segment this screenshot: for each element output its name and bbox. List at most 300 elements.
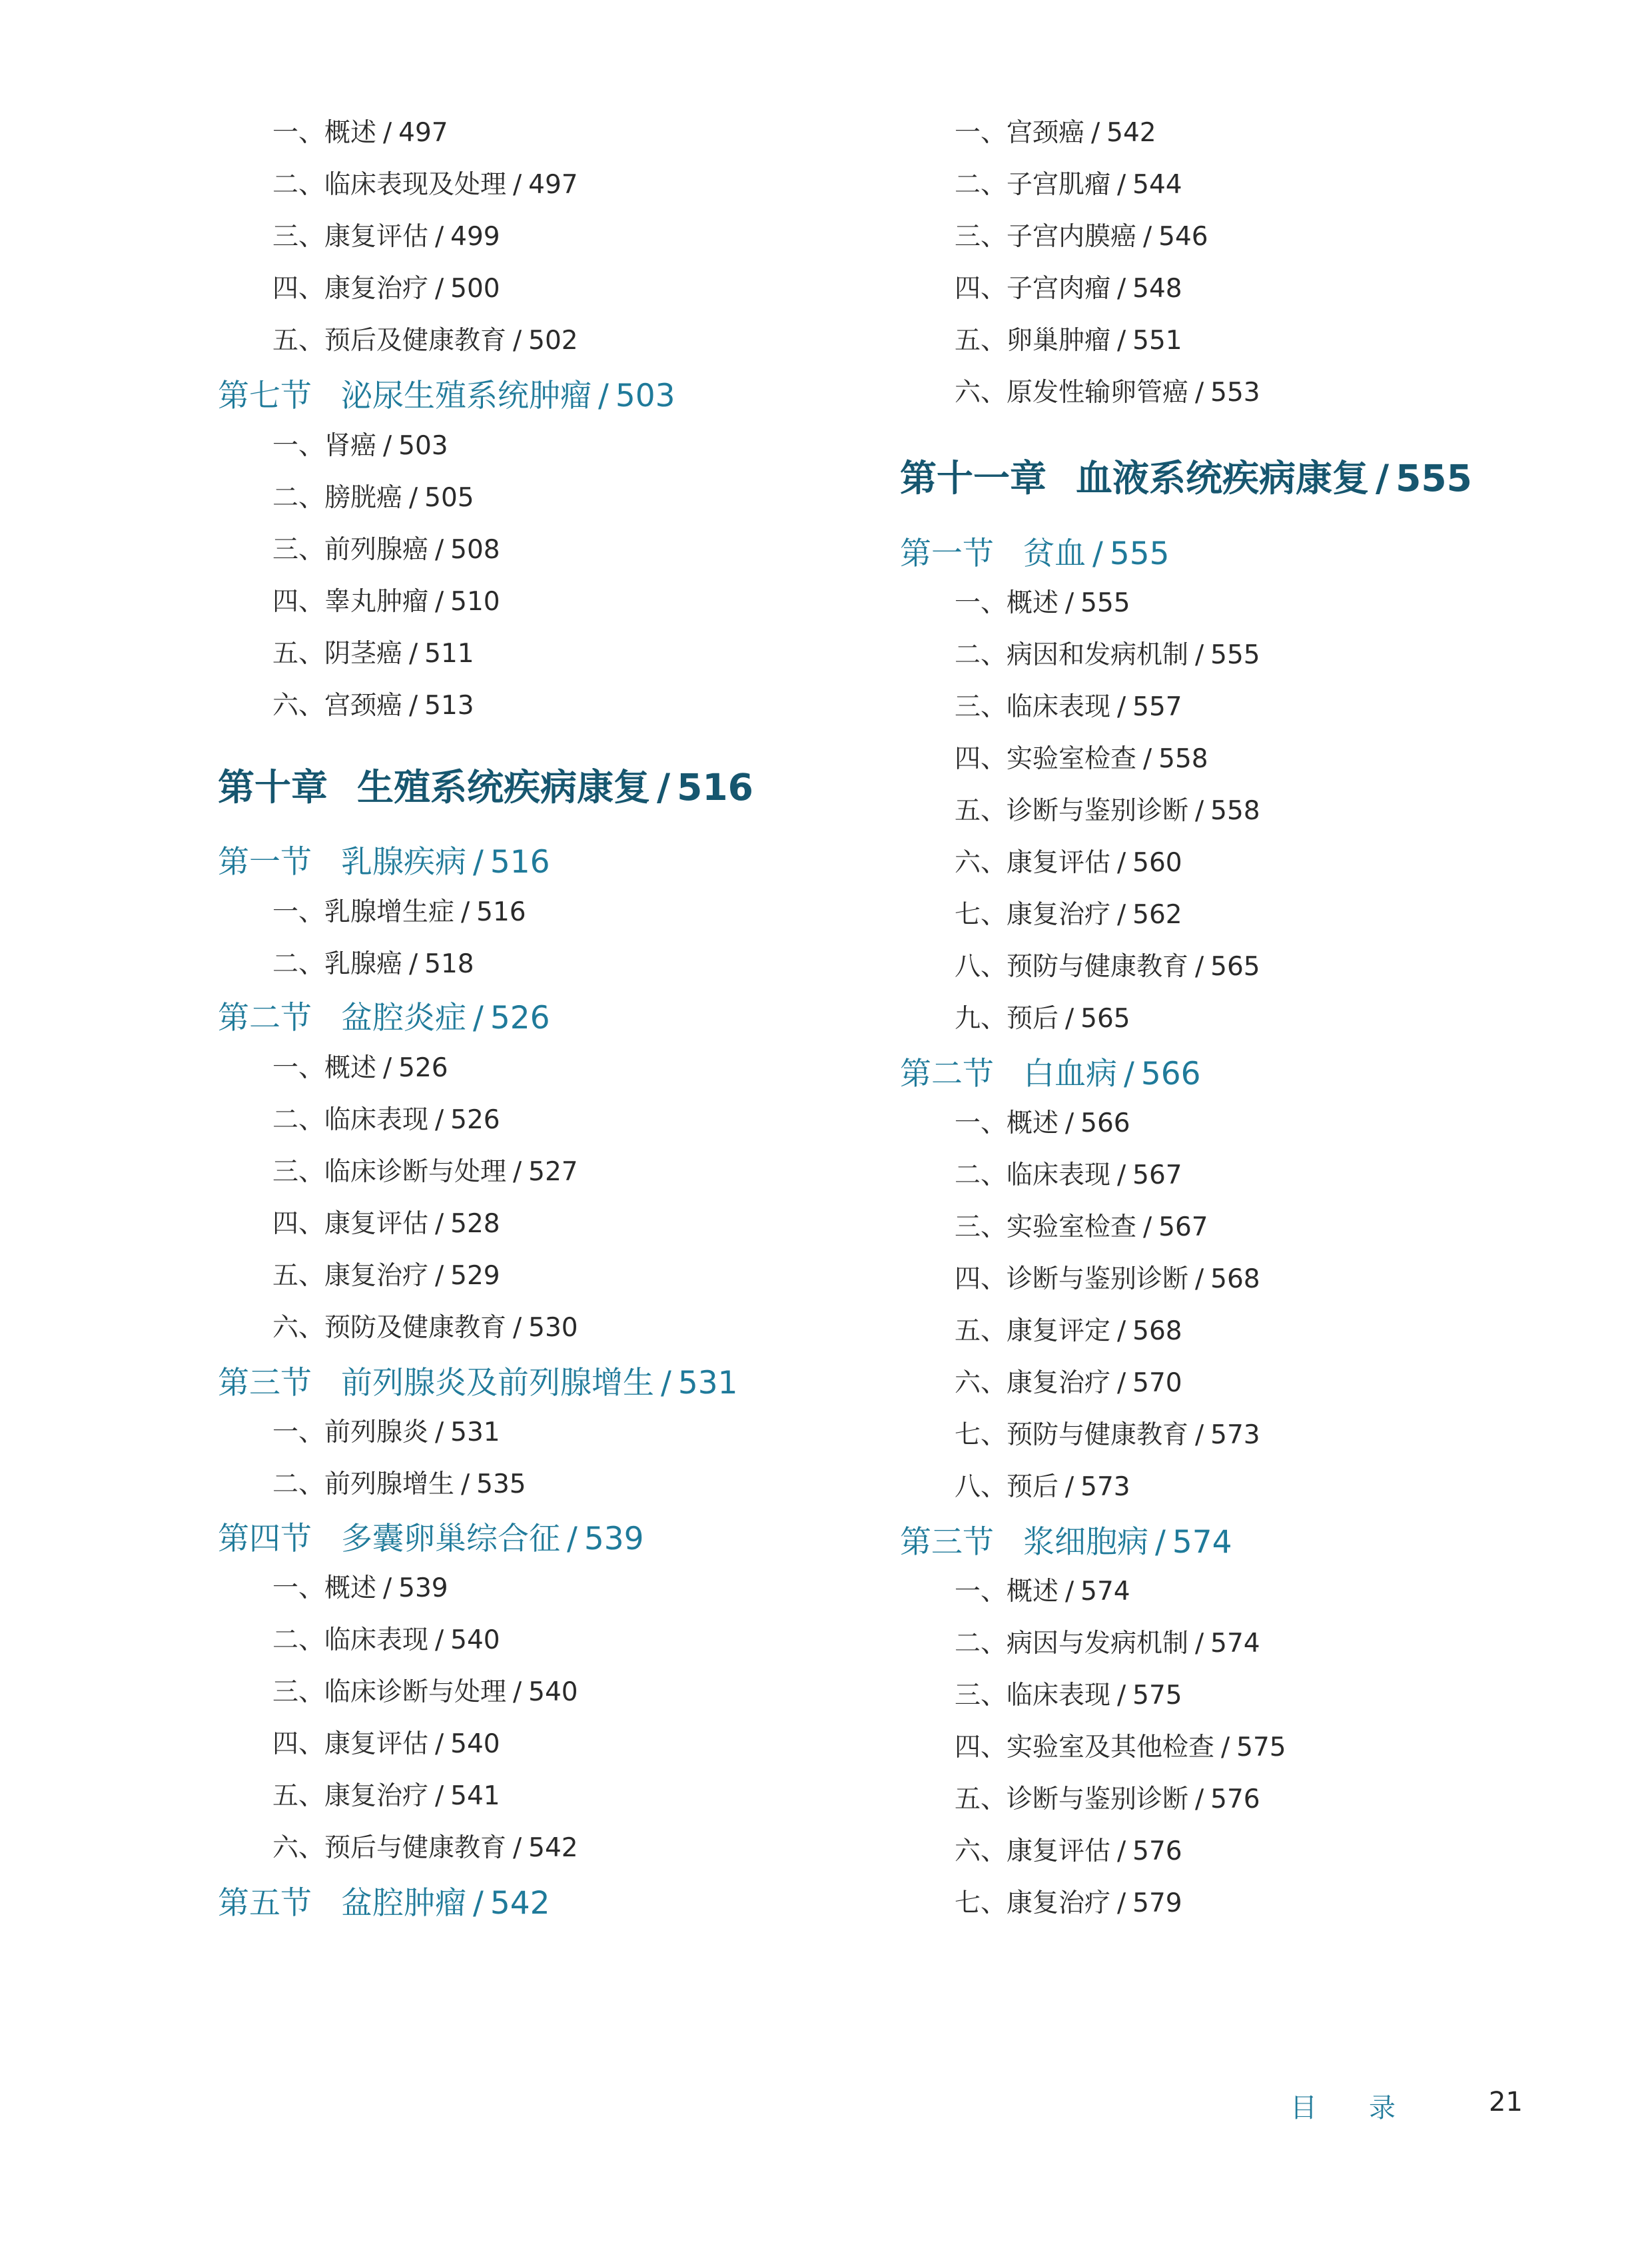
- toc-separator: /: [1065, 588, 1074, 618]
- toc-page-number: 540: [528, 1677, 578, 1707]
- toc-page-number: 526: [490, 1000, 550, 1036]
- toc-title: 子宫肌瘤: [1007, 170, 1111, 200]
- toc-item: [218, 1471, 526, 1497]
- toc-item: [218, 1731, 500, 1757]
- toc-title: 前列腺增生: [324, 1469, 455, 1499]
- toc-item: [900, 1006, 1130, 1032]
- toc-title: 概述: [324, 1573, 377, 1603]
- toc-page-number: 502: [528, 326, 578, 356]
- toc-item: [218, 641, 474, 667]
- toc-number: 第三节: [218, 1365, 312, 1401]
- toc-title: 子宫内膜癌: [1007, 222, 1137, 252]
- toc-page-number: 574: [1210, 1629, 1260, 1659]
- toc-page-number: 566: [1140, 1056, 1201, 1092]
- toc-number: 三、: [955, 1681, 1007, 1710]
- toc-number: 第七节: [218, 378, 312, 414]
- toc-separator: /: [1065, 1577, 1074, 1607]
- toc-section: [218, 1002, 550, 1034]
- toc-number: 二、: [955, 640, 1007, 670]
- toc-separator: /: [1117, 692, 1126, 722]
- toc-title: 临床表现及处理: [324, 170, 507, 200]
- toc-separator: /: [435, 535, 444, 565]
- toc-separator: /: [1117, 326, 1126, 356]
- toc-separator: /: [473, 1885, 484, 1922]
- toc-title: 生殖系统疾病康复: [357, 766, 651, 809]
- toc-number: 二、: [272, 1105, 325, 1135]
- toc-page-number: 511: [424, 639, 474, 669]
- toc-separator: /: [1065, 1108, 1074, 1138]
- toc-number: 第二节: [218, 1000, 312, 1036]
- toc-number: 二、: [272, 1469, 325, 1499]
- toc-title: 康复治疗: [324, 1781, 429, 1811]
- toc-separator: /: [513, 1313, 522, 1343]
- toc-item: [218, 899, 526, 925]
- toc-number: 第一节: [900, 536, 994, 572]
- toc-page-number: 526: [398, 1053, 448, 1083]
- toc-separator: /: [1117, 170, 1126, 200]
- toc-separator: /: [409, 483, 418, 513]
- toc-page-number: 558: [1158, 744, 1208, 774]
- toc-item: [900, 1579, 1130, 1605]
- toc-number: 四、: [955, 274, 1007, 304]
- toc-title: 康复治疗: [1007, 1888, 1111, 1918]
- toc-item: [900, 1266, 1260, 1292]
- toc-page-number: 528: [450, 1209, 500, 1239]
- toc-number: 四、: [272, 1729, 325, 1759]
- toc-item: [900, 1838, 1182, 1864]
- toc-item: [218, 589, 500, 615]
- toc-title: 预后: [1007, 1472, 1059, 1502]
- toc-title: 概述: [324, 118, 377, 148]
- toc-section: [218, 1523, 644, 1555]
- toc-title: 临床表现: [1007, 1681, 1111, 1710]
- toc-separator: /: [461, 1469, 470, 1499]
- toc-item: [900, 1786, 1260, 1812]
- toc-page-number: 531: [450, 1417, 500, 1447]
- toc-page-number: 546: [1158, 222, 1208, 252]
- toc-separator: /: [435, 1781, 444, 1811]
- toc-number: 一、: [955, 1577, 1007, 1607]
- toc-number: 七、: [955, 900, 1007, 930]
- toc-item: [900, 746, 1208, 772]
- toc-item: [218, 276, 500, 302]
- toc-separator: /: [473, 844, 484, 881]
- toc-item: [218, 1679, 578, 1705]
- toc-number: 一、: [272, 1417, 325, 1447]
- toc-separator: /: [409, 691, 418, 721]
- toc-item: [218, 537, 500, 563]
- toc-item: [218, 328, 578, 354]
- toc-number: 四、: [955, 1264, 1007, 1294]
- toc-title: 血液系统疾病康复: [1076, 457, 1370, 500]
- toc-separator: /: [1195, 378, 1204, 408]
- toc-title: 泌尿生殖系统肿瘤: [341, 378, 592, 414]
- toc-title: 肾癌: [324, 431, 377, 461]
- toc-separator: /: [1143, 222, 1152, 252]
- toc-title: 康复评定: [1007, 1316, 1111, 1346]
- toc-number: 五、: [272, 326, 325, 356]
- toc-title: 临床表现: [324, 1625, 429, 1655]
- toc-title: 临床表现: [1007, 1160, 1111, 1190]
- toc-separator: /: [1376, 457, 1390, 500]
- toc-title: 康复治疗: [1007, 1368, 1111, 1398]
- toc-number: 五、: [272, 1261, 325, 1291]
- toc-number: 二、: [955, 1160, 1007, 1190]
- toc-number: 一、: [955, 588, 1007, 618]
- toc-number: 六、: [955, 1836, 1007, 1866]
- toc-number: 一、: [272, 897, 325, 927]
- toc-title: 前列腺癌: [324, 535, 429, 565]
- toc-page-number: 499: [450, 222, 500, 252]
- toc-number: 一、: [272, 1573, 325, 1603]
- toc-page-number: 562: [1132, 900, 1182, 930]
- toc-separator: /: [1117, 1160, 1126, 1190]
- toc-title: 临床表现: [1007, 692, 1111, 722]
- toc-title: 临床诊断与处理: [324, 1157, 507, 1187]
- toc-section: [900, 1058, 1201, 1090]
- toc-item: [900, 276, 1182, 302]
- toc-item: [218, 1211, 500, 1237]
- toc-page-number: 539: [584, 1521, 644, 1557]
- toc-section: [218, 1885, 550, 1922]
- toc-title: 前列腺炎及前列腺增生: [341, 1365, 654, 1401]
- toc-page-number: 574: [1080, 1577, 1130, 1607]
- toc-item: [900, 120, 1156, 146]
- toc-item: [900, 1474, 1130, 1500]
- toc-item: [900, 1162, 1182, 1188]
- toc-title: 病因与发病机制: [1007, 1629, 1189, 1659]
- toc-number: 二、: [955, 170, 1007, 200]
- toc-number: 二、: [272, 170, 325, 200]
- toc-number: 第五节: [218, 1885, 312, 1922]
- toc-page-number: 497: [398, 118, 448, 148]
- toc-item: [900, 902, 1182, 928]
- toc-item: [218, 951, 474, 977]
- toc-page-number: 558: [1210, 796, 1260, 826]
- toc-item: [900, 1682, 1182, 1708]
- toc-separator: /: [1195, 952, 1204, 982]
- toc-number: 第十章: [218, 766, 328, 809]
- toc-number: 七、: [955, 1888, 1007, 1918]
- toc-item: [900, 172, 1182, 198]
- toc-item: [218, 172, 578, 198]
- toc-separator: /: [461, 897, 470, 927]
- toc-separator: /: [513, 1157, 522, 1187]
- toc-item: [900, 798, 1260, 824]
- toc-separator: /: [1065, 1004, 1074, 1034]
- toc-page-number: 540: [450, 1625, 500, 1655]
- toc-item: [218, 1575, 448, 1601]
- toc-page-number: 579: [1132, 1888, 1182, 1918]
- toc-page-number: 542: [528, 1833, 578, 1863]
- toc-page-number: 508: [450, 535, 500, 565]
- toc-left-column: [218, 0, 884, 2242]
- toc-page-number: 555: [1080, 588, 1130, 618]
- toc-page-number: 530: [528, 1313, 578, 1343]
- toc-page-number: 497: [528, 170, 578, 200]
- toc-separator: /: [435, 1209, 444, 1239]
- toc-separator: /: [383, 118, 392, 148]
- toc-separator: /: [1117, 1368, 1126, 1398]
- toc-number: 四、: [272, 587, 325, 617]
- toc-title: 实验室及其他检查: [1007, 1732, 1215, 1762]
- toc-separator: /: [435, 274, 444, 304]
- toc-item: [900, 1734, 1286, 1760]
- toc-item: [900, 1110, 1130, 1136]
- toc-item: [218, 1783, 500, 1809]
- toc-number: 五、: [955, 796, 1007, 826]
- toc-separator: /: [1117, 900, 1126, 930]
- toc-separator: /: [1195, 1629, 1204, 1659]
- toc-number: 六、: [955, 1368, 1007, 1398]
- toc-number: 三、: [955, 1212, 1007, 1242]
- toc-separator: /: [409, 949, 418, 979]
- toc-title: 概述: [1007, 1577, 1059, 1607]
- toc-page-number: 535: [476, 1469, 526, 1499]
- toc-separator: /: [1117, 274, 1126, 304]
- toc-title: 子宫肉瘤: [1007, 274, 1111, 304]
- toc-title: 预后及健康教育: [324, 326, 507, 356]
- toc-number: 四、: [955, 744, 1007, 774]
- toc-title: 乳腺增生症: [324, 897, 455, 927]
- toc-page-number: 518: [424, 949, 474, 979]
- toc-page-number: 573: [1080, 1472, 1130, 1502]
- toc-item: [218, 693, 474, 719]
- toc-number: 第十一章: [900, 457, 1047, 500]
- toc-page-number: 526: [450, 1105, 500, 1135]
- toc-title: 宫颈癌: [324, 691, 403, 721]
- toc-title: 阴茎癌: [324, 639, 403, 669]
- toc-title: 病因和发病机制: [1007, 640, 1189, 670]
- toc-page-number: 542: [490, 1885, 550, 1922]
- toc-title: 前列腺炎: [324, 1417, 429, 1447]
- toc-title: 乳腺癌: [324, 949, 403, 979]
- toc-title: 诊断与鉴别诊断: [1007, 1264, 1189, 1294]
- toc-page-number: 574: [1172, 1524, 1232, 1561]
- toc-title: 实验室检查: [1007, 744, 1137, 774]
- toc-title: 康复评估: [1007, 848, 1111, 878]
- toc-separator: /: [383, 1053, 392, 1083]
- toc-separator: /: [473, 1000, 484, 1036]
- toc-page-number: 568: [1132, 1316, 1182, 1346]
- toc-item: [218, 485, 474, 511]
- toc-page-number: 573: [1210, 1420, 1260, 1450]
- toc-separator: /: [1195, 796, 1204, 826]
- toc-title: 康复治疗: [324, 274, 429, 304]
- toc-separator: /: [435, 1105, 444, 1135]
- toc-separator: /: [435, 587, 444, 617]
- toc-item: [900, 328, 1182, 354]
- toc-item: [218, 224, 500, 250]
- toc-title: 贫血: [1023, 536, 1086, 572]
- toc-number: 第一节: [218, 844, 312, 881]
- toc-number: 一、: [272, 1053, 325, 1083]
- toc-separator: /: [409, 639, 418, 669]
- toc-separator: /: [1143, 1212, 1152, 1242]
- toc-page-number: 567: [1158, 1212, 1208, 1242]
- toc-page-number: 542: [1106, 118, 1156, 148]
- toc-title: 白血病: [1023, 1056, 1117, 1092]
- toc-page-number: 539: [398, 1573, 448, 1603]
- toc-title: 预防与健康教育: [1007, 952, 1189, 982]
- toc-title: 盆腔肿瘤: [341, 1885, 466, 1922]
- toc-separator: /: [567, 1521, 578, 1557]
- toc-page-number: 516: [490, 844, 550, 881]
- toc-separator: /: [1124, 1056, 1134, 1092]
- toc-item: [218, 1159, 578, 1185]
- toc-number: 九、: [955, 1004, 1007, 1034]
- toc-separator: /: [1117, 1316, 1126, 1346]
- toc-page-number: 503: [615, 378, 675, 414]
- toc-page-number: 531: [677, 1365, 738, 1401]
- toc-page-number: 568: [1210, 1264, 1260, 1294]
- toc-separator: /: [435, 1625, 444, 1655]
- toc-number: 八、: [955, 952, 1007, 982]
- toc-chapter: [218, 766, 753, 809]
- toc-title: 预后与健康教育: [324, 1833, 507, 1863]
- toc-separator: /: [1117, 1836, 1126, 1866]
- toc-separator: /: [657, 766, 671, 809]
- toc-item: [218, 1315, 578, 1341]
- toc-number: 五、: [272, 639, 325, 669]
- toc-title: 多囊卵巢综合征: [341, 1521, 560, 1557]
- toc-number: 三、: [272, 535, 325, 565]
- toc-separator: /: [1195, 640, 1204, 670]
- toc-number: 五、: [955, 1784, 1007, 1814]
- toc-page-number: 565: [1210, 952, 1260, 982]
- toc-item: [218, 1107, 500, 1133]
- toc-separator: /: [1143, 744, 1152, 774]
- toc-separator: /: [383, 1573, 392, 1603]
- toc-number: 第三节: [900, 1524, 994, 1561]
- toc-separator: /: [435, 222, 444, 252]
- toc-title: 诊断与鉴别诊断: [1007, 796, 1189, 826]
- toc-number: 二、: [272, 949, 325, 979]
- toc-number: 二、: [955, 1629, 1007, 1659]
- toc-page-number: 560: [1132, 848, 1182, 878]
- toc-number: 三、: [272, 1157, 325, 1187]
- toc-item: [218, 433, 448, 459]
- toc-item: [900, 1631, 1260, 1657]
- toc-title: 宫颈癌: [1007, 118, 1085, 148]
- toc-item: [218, 1419, 500, 1445]
- toc-title: 临床表现: [324, 1105, 429, 1135]
- toc-title: 原发性输卵管癌: [1007, 378, 1189, 408]
- toc-page-number: 513: [424, 691, 474, 721]
- toc-item: [218, 1055, 448, 1081]
- toc-title: 概述: [1007, 1108, 1059, 1138]
- toc-page-number: 557: [1132, 692, 1182, 722]
- toc-number: 一、: [272, 431, 325, 461]
- toc-page-number: 575: [1132, 1681, 1182, 1710]
- toc-title: 康复评估: [324, 222, 429, 252]
- toc-number: 一、: [955, 118, 1007, 148]
- toc-title: 预防与健康教育: [1007, 1420, 1189, 1450]
- footer-title-char-1: 目: [1290, 2093, 1317, 2123]
- toc-item: [900, 1318, 1182, 1344]
- toc-separator: /: [1092, 536, 1103, 572]
- toc-number: 八、: [955, 1472, 1007, 1502]
- toc-number: 四、: [272, 274, 325, 304]
- toc-section: [218, 380, 675, 412]
- toc-page-number: 575: [1236, 1732, 1286, 1762]
- toc-title: 卵巢肿瘤: [1007, 326, 1111, 356]
- toc-number: 六、: [955, 378, 1007, 408]
- toc-separator: /: [513, 170, 522, 200]
- toc-page-number: 500: [450, 274, 500, 304]
- toc-page-number: 555: [1109, 536, 1170, 572]
- toc-separator: /: [1155, 1524, 1166, 1561]
- toc-separator: /: [435, 1729, 444, 1759]
- toc-title: 概述: [324, 1053, 377, 1083]
- toc-page-number: 503: [398, 431, 448, 461]
- toc-separator: /: [435, 1417, 444, 1447]
- toc-number: 六、: [272, 1833, 325, 1863]
- toc-separator: /: [661, 1365, 671, 1401]
- toc-number: 四、: [272, 1209, 325, 1239]
- footer-title-char-2: 录: [1369, 2093, 1396, 2123]
- toc-number: 六、: [272, 691, 325, 721]
- toc-title: 盆腔炎症: [341, 1000, 466, 1036]
- toc-item: [218, 120, 448, 146]
- toc-item: [900, 954, 1260, 980]
- toc-separator: /: [513, 1677, 522, 1707]
- toc-separator: /: [1195, 1784, 1204, 1814]
- toc-title: 睾丸肿瘤: [324, 587, 429, 617]
- toc-right-column: [900, 0, 1566, 2242]
- toc-title: 康复治疗: [324, 1261, 429, 1291]
- toc-item: [900, 380, 1260, 406]
- toc-section: [900, 536, 1170, 572]
- toc-title: 预防及健康教育: [324, 1313, 507, 1343]
- toc-page-number: 576: [1132, 1836, 1182, 1866]
- toc-title: 乳腺疾病: [341, 844, 466, 881]
- toc-separator: /: [1195, 1420, 1204, 1450]
- toc-page-number: 529: [450, 1261, 500, 1291]
- toc-separator: /: [1117, 848, 1126, 878]
- toc-item: [900, 1422, 1260, 1448]
- toc-separator: /: [1117, 1681, 1126, 1710]
- toc-page-number: 516: [677, 766, 753, 809]
- toc-number: 五、: [955, 1316, 1007, 1346]
- toc-number: 一、: [272, 118, 325, 148]
- toc-separator: /: [1065, 1472, 1074, 1502]
- toc-item: [218, 1627, 500, 1653]
- toc-number: 第四节: [218, 1521, 312, 1557]
- toc-title: 预后: [1007, 1004, 1059, 1034]
- toc-section: [218, 844, 550, 881]
- toc-separator: /: [513, 1833, 522, 1863]
- toc-page-number: 544: [1132, 170, 1182, 200]
- toc-page-number: 553: [1210, 378, 1260, 408]
- toc-title: 膀胱癌: [324, 483, 403, 513]
- toc-separator: /: [1195, 1264, 1204, 1294]
- toc-separator: /: [383, 431, 392, 461]
- toc-separator: /: [1221, 1732, 1230, 1762]
- toc-number: 二、: [272, 1625, 325, 1655]
- toc-page-number: 541: [450, 1781, 500, 1811]
- toc-page-number: 565: [1080, 1004, 1130, 1034]
- toc-page-number: 555: [1396, 457, 1472, 500]
- toc-page-number: 548: [1132, 274, 1182, 304]
- toc-page-number: 540: [450, 1729, 500, 1759]
- toc-separator: /: [435, 1261, 444, 1291]
- toc-page-number: 551: [1132, 326, 1182, 356]
- toc-number: 第二节: [900, 1056, 994, 1092]
- toc-title: 临床诊断与处理: [324, 1677, 507, 1707]
- toc-page-number: 576: [1210, 1784, 1260, 1814]
- toc-title: 康复评估: [324, 1209, 429, 1239]
